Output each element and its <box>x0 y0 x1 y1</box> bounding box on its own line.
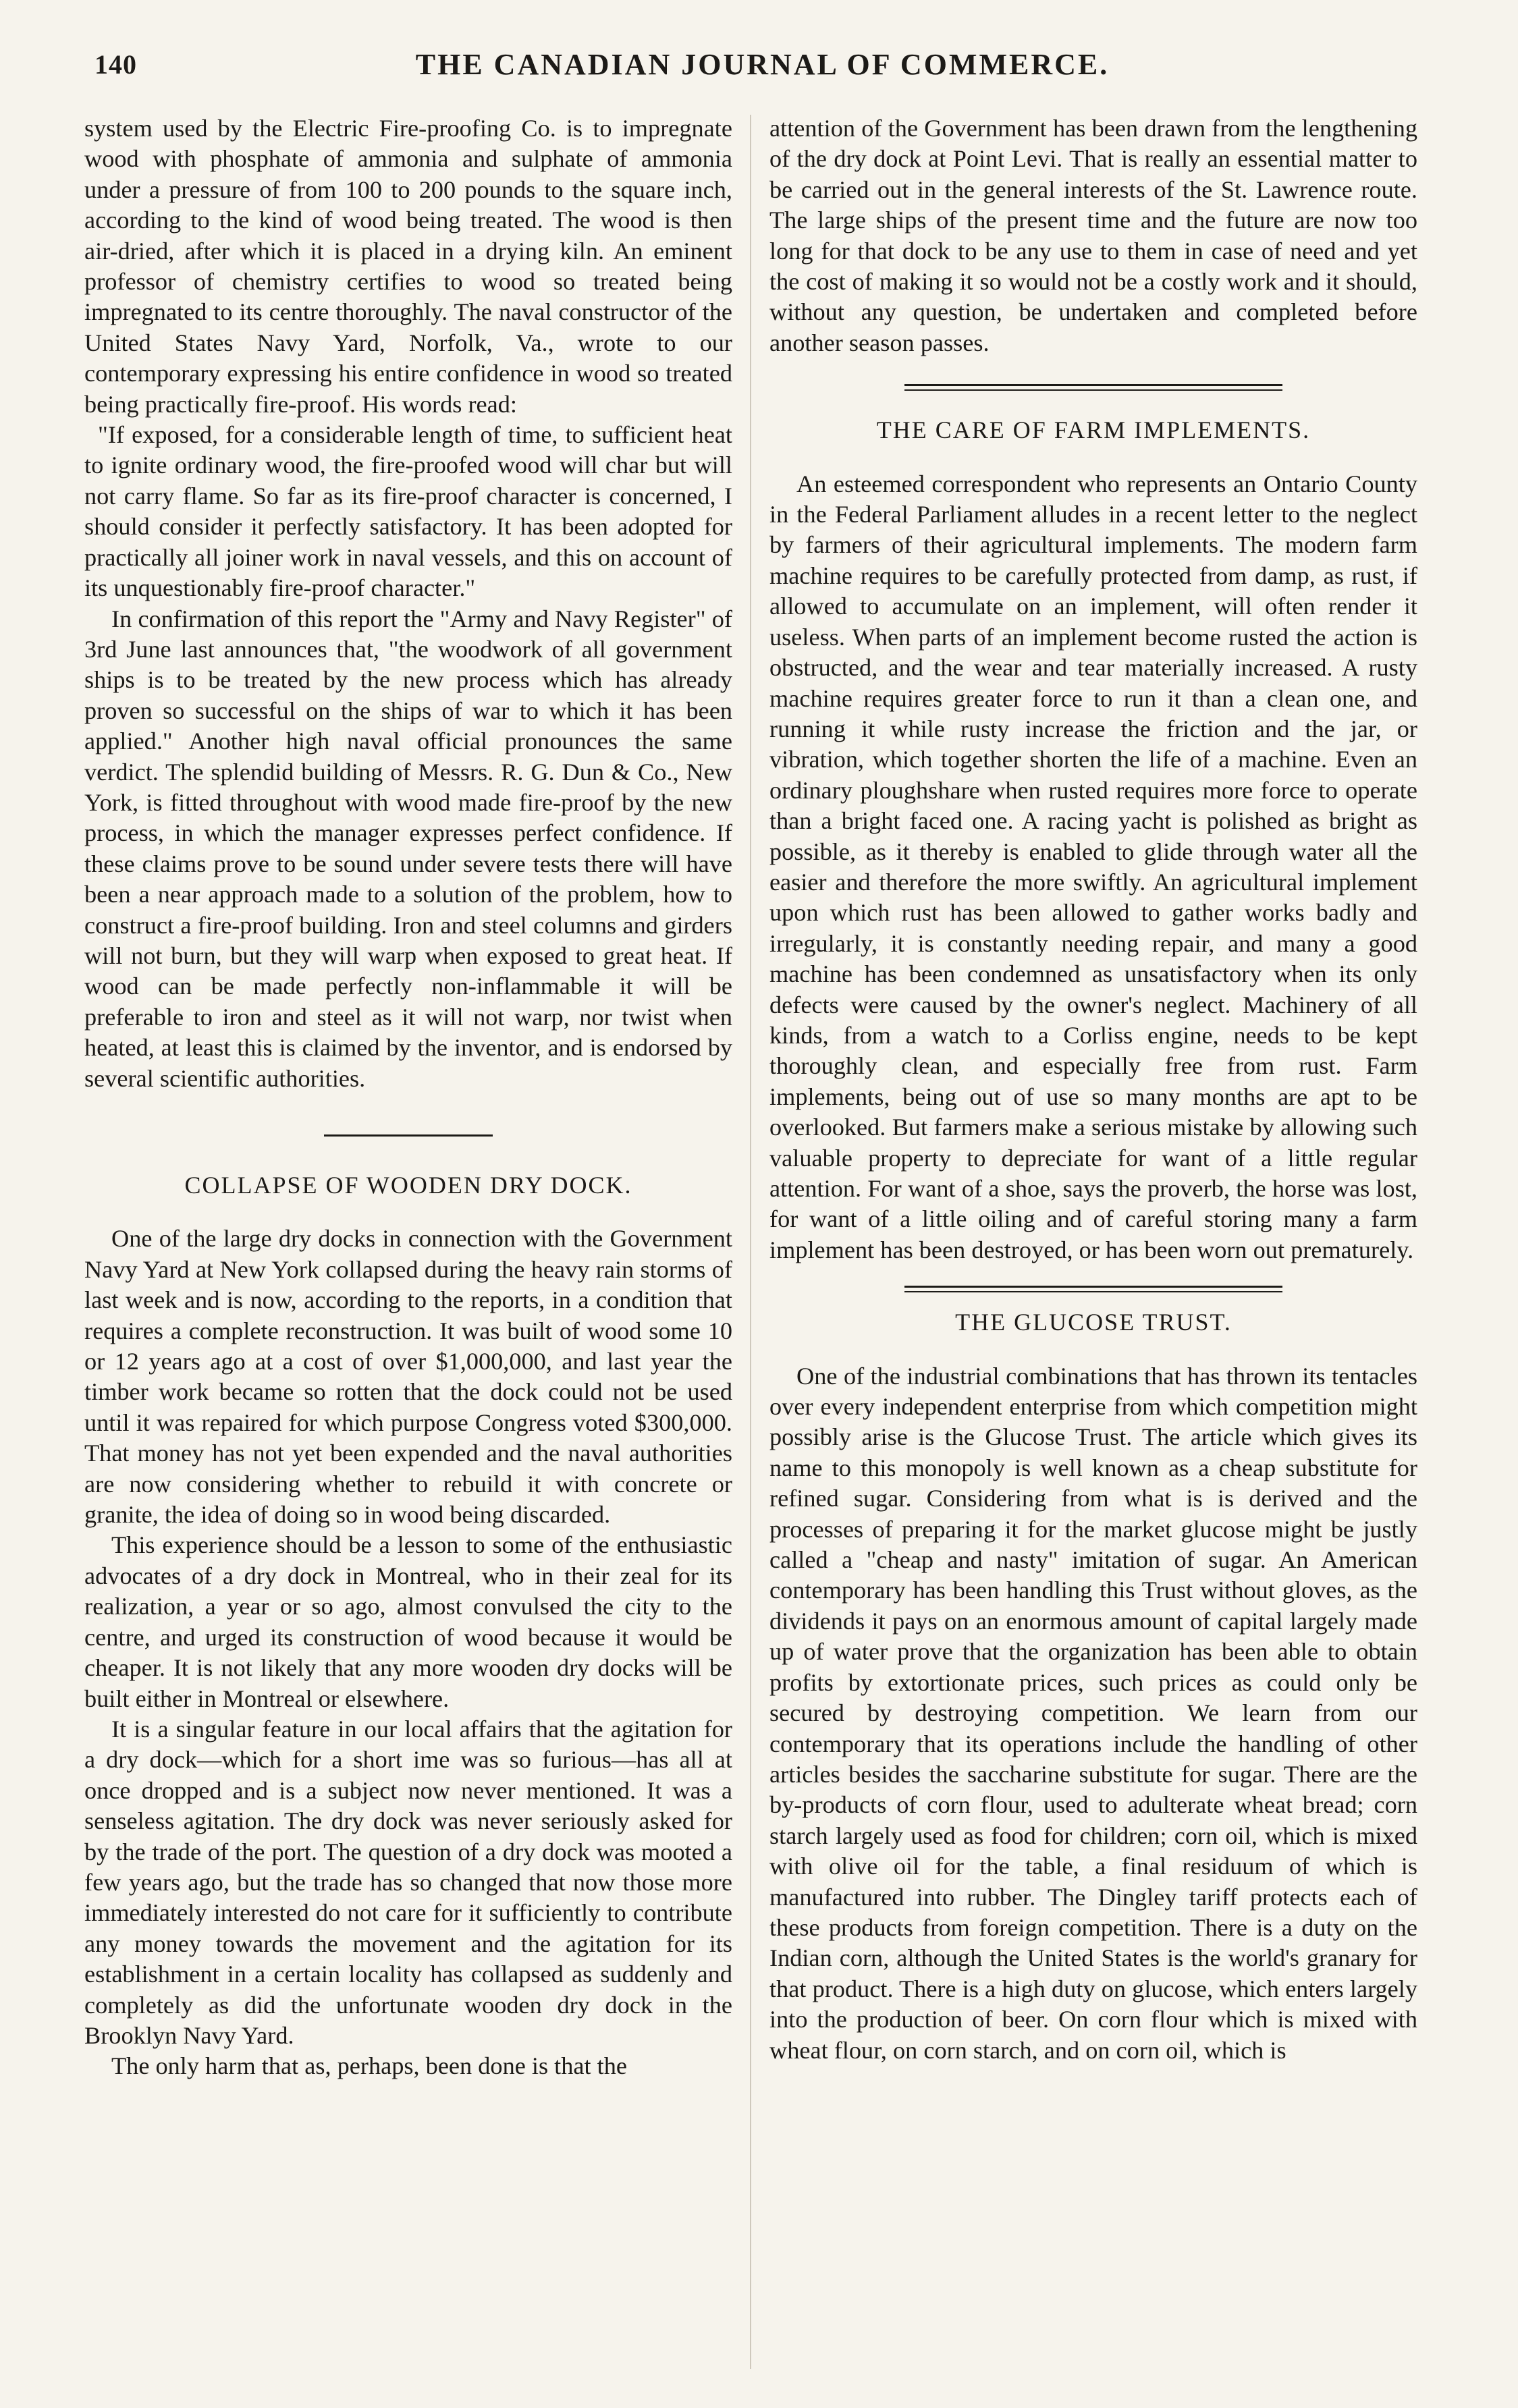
article-paragraph: The only harm that as, perhaps, been done is that the <box>111 2052 628 2080</box>
column-divider <box>750 115 751 2369</box>
section-title-glucose-trust: THE GLUCOSE TRUST. <box>955 1309 1232 1336</box>
journal-title: THE CANADIAN JOURNAL OF COMMERCE. <box>415 48 1110 81</box>
section-divider <box>904 1286 1282 1292</box>
article-paragraph: One of the large dry docks in connection with the Government Navy Yard at New York collapsed during the heavy rain storms of last week and is now, according to the reports, in a condition that requires a complete reconstruction. It was built of wood some 10 or 12 years ago at a cost of over $1,000,000, and last year the timber work became so rotten that the dock could not be used until it was repaired for which purpose Congress voted $300,000. That money has not yet been expended and the naval authorities are now considering whether to rebuild it with concrete or granite, the idea of doing so in wood being discarded. <box>84 1225 732 1529</box>
article-quote: "If exposed, for a considerable length of time, to sufficient heat to ignite ordinary wood, the fire-proofed wood will char but will not carry flame. So far as its fire-proof character is concerned, I should consider it perfectly satisfactory. It has been adopted for practically all joiner work in naval vessels, and this on account of its unquestionably fire-proof character." <box>84 421 732 602</box>
page-header <box>81 42 1444 89</box>
section-divider <box>904 384 1282 391</box>
section-title-farm-implements: THE CARE OF FARM IMPLEMENTS. <box>876 416 1311 444</box>
article-paragraph: An esteemed correspondent who represents an Ontario County in the Federal Parliament alludes in a recent letter to the neglect by farmers of their agricultural implements. The modern farm machine requires to be carefully protected from damp, as rust, if allowed to accumulate on an implement, will often render it useless. When parts of an implement become rusted the action is obstructed, and the wear and tear materially increased. A rusty machine requires greater force to run it than a clean one, and running it while rusty increase the friction and the jar, or vibration, which together shorten the life of a machine. Even an ordinary ploughshare when rusted requires more force to operate than a bright faced one. A racing yacht is polished as bright as possible, as it thereby is enabled to glide through water all the easier and therefore the more swiftly. An agricultural implement upon which rust has been allowed to gather works badly and irregularly, it is constantly needing repair, and many a good machine has been condemned as unsatisfactory when its only defects were caused by the owner's neglect. Machinery of all kinds, from a watch to a Corliss engine, needs to be kept thoroughly clean, and especially free from rust. Farm implements, being out of use so many months are apt to be overlooked. But farmers make a serious mistake by allowing such valuable property to depreciate for want of a little regular attention. For want of a shoe, says the proverb, the horse was lost, for want of a little oiling and of careful storing many a farm implement has been destroyed, or has been worn out prematurely. <box>769 470 1417 1263</box>
article-paragraph: It is a singular feature in our local affairs that the agitation for a dry dock—which for a short ime was so furious—has all at once dropped and is a subject now never mentioned. It was a senseless agitation. The dry dock was never seriously asked for by the trade of the port. The question of a dry dock was mooted a few years ago, but the trade has so changed that now those more immediately interested do not care for it sufficiently to contribute any money towards the movement and the agitation for its establishment in a certain locality has collapsed as suddenly and completely as did the unfortunate wooden dry dock in the Brooklyn Navy Yard. <box>84 1715 732 2049</box>
right-column <box>769 113 1417 2066</box>
section-title-dry-dock: COLLAPSE OF WOODEN DRY DOCK. <box>184 1172 632 1199</box>
article-paragraph: attention of the Government has been drawn from the lengthening of the dry dock at Point Levi. That is really an essential matter to be carried out in the general interests of the St. Lawrence route. The large ships of the present time and the future are now too long for that dock to be any use to them in case of need and yet the cost of making it so would not be a costly work and it should, without any question, be undertaken and completed before another season passes. <box>769 115 1417 356</box>
section-divider <box>324 1134 493 1137</box>
article-paragraph: In confirmation of this report the "Army and Navy Register" of 3rd June last announces that, "the woodwork of all government ships is to be treated by the new process which has already proven so successful on the ships of war to which it has been applied." Another high naval official pronounces the same verdict. The splendid building of Messrs. R. G. Dun & Co., New York, is fitted throughout with wood made fire-proof by the new process, in which the manager expresses perfect confidence. If these claims prove to be sound under severe tests there will have been a near approach made to a solution of the problem, how to construct a fire-proof building. Iron and steel columns and girders will not burn, but they will warp when exposed to great heat. If wood can be made perfectly non-inflammable it will be preferable to iron and steel as it will not warp, nor twist when heated, at least this is claimed by the inventor, and is endorsed by several scientific authorities. <box>84 605 732 1092</box>
article-paragraph: This experience should be a lesson to some of the enthusiastic advocates of a dry dock in Montreal, who in their zeal for its realization, a year or so ago, almost convulsed the city to the centre, and urged its construction of wood because it would be cheaper. It is not likely that any more wooden dry docks will be built either in Montreal or elsewhere. <box>84 1531 732 1712</box>
article-paragraph: One of the industrial combinations that has thrown its tentacles over every independent enterprise from which competition might possibly arise is the Glucose Trust. The article which gives its name to this monopoly is well known as a cheap substitute for refined sugar. Considering from what is is derived and the processes of preparing it for the market glucose might be justly called a "cheap and nasty" imitation of sugar. An American contemporary has been handling this Trust without gloves, as the dividends it pays on an enormous amount of capital largely made up of water prove that the organization has been able to obtain profits by extortionate prices, such prices as could only be secured by destroying competition. We learn from our contemporary that its operations include the handling of other articles besides the saccharine substitute for sugar. There are the by-products of corn flour, used to adulterate wheat bread; corn starch largely used as food for children; corn oil, which is mixed with olive oil for the table, a final residuum of which is manufactured into rubber. The Dingley tariff protects each of these products from foreign competition. There is a duty on the Indian corn, although the United States is the world's granary for that product. There is a high duty on glucose, which enters largely into the production of beer. On corn flour which is mixed with wheat flour, on corn starch, and on corn oil, which is <box>769 1362 1417 2064</box>
left-column <box>84 113 732 2082</box>
article-paragraph: system used by the Electric Fire-proofing Co. is to impregnate wood with phosphate of ammonia and sulphate of ammonia under a pressure of from 100 to 200 pounds to the square inch, according to the kind of wood being treated. The wood is then air-dried, after which it is placed in a drying kiln. An eminent professor of chemistry certifies to wood so treated being impregnated to its centre thoroughly. The naval constructor of the United States Navy Yard, Norfolk, Va., wrote to our contemporary expressing his entire confidence in wood so treated being practically fire-proof. His words read: <box>84 115 732 418</box>
page-number: 140 <box>94 49 137 80</box>
